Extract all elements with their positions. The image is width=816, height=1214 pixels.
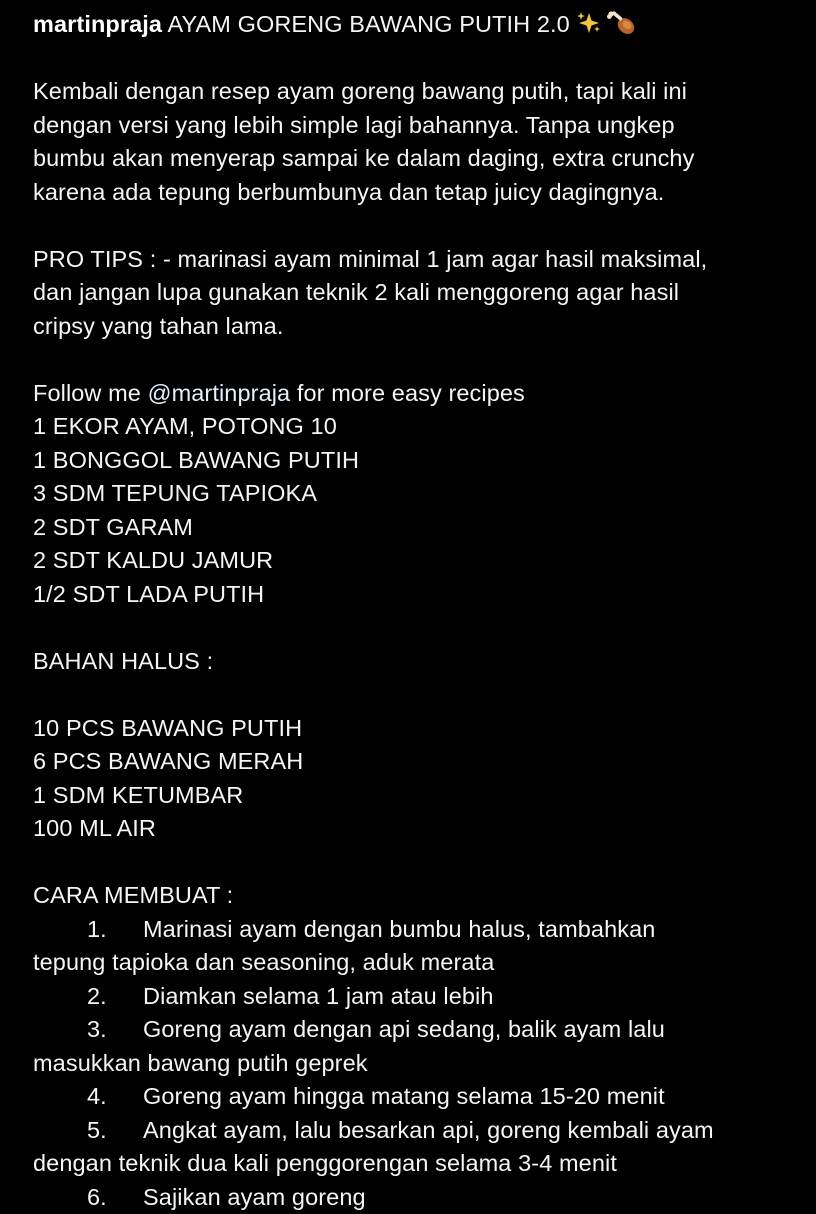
step-text-continued: tepung tapioka dan seasoning, aduk merata	[33, 946, 803, 980]
ingredient-item: 3 SDM TEPUNG TAPIOKA	[33, 477, 803, 511]
bahan-halus-heading: BAHAN HALUS :	[33, 645, 803, 679]
bahan-halus-item: 1 SDM KETUMBAR	[33, 779, 803, 813]
step-text: Angkat ayam, lalu besarkan api, goreng kembali ayam	[143, 1117, 714, 1143]
caption-title-line	[33, 8, 803, 42]
step-text: Marinasi ayam dengan bumbu halus, tambahkan	[143, 916, 655, 942]
sparkles-icon	[576, 11, 602, 35]
step-text: Diamkan selama 1 jam atau lebih	[143, 983, 494, 1009]
follow-suffix: for more easy recipes	[290, 380, 525, 406]
step-text: Goreng ayam hingga matang selama 15-20 menit	[143, 1083, 665, 1109]
mention-link[interactable]: @martinpraja	[148, 380, 291, 406]
intro-line: dengan versi yang lebih simple lagi bahannya. Tanpa ungkep	[33, 109, 803, 143]
pro-tips-line: cripsy yang tahan lama.	[33, 310, 803, 344]
step-item	[33, 980, 803, 1014]
post-title: AYAM GORENG BAWANG PUTIH 2.0	[167, 11, 569, 37]
step-number: 5.	[33, 1114, 143, 1148]
pro-tips-line: PRO TIPS : - marinasi ayam minimal 1 jam agar hasil maksimal,	[33, 243, 803, 277]
step-item	[33, 1181, 803, 1214]
step-item	[33, 1080, 803, 1114]
intro-line: bumbu akan menyerap sampai ke dalam daging, extra crunchy	[33, 142, 803, 176]
intro-line: karena ada tepung berbumbunya dan tetap juicy dagingnya.	[33, 176, 803, 210]
step-item	[33, 913, 803, 947]
step-number: 3.	[33, 1013, 143, 1047]
step-number: 1.	[33, 913, 143, 947]
post-caption	[33, 8, 803, 1214]
pro-tips-line: dan jangan lupa gunakan teknik 2 kali menggoreng agar hasil	[33, 276, 803, 310]
bahan-halus-item: 100 ML AIR	[33, 812, 803, 846]
ingredient-item: 2 SDT KALDU JAMUR	[33, 544, 803, 578]
follow-prefix: Follow me	[33, 380, 148, 406]
ingredient-item: 1/2 SDT LADA PUTIH	[33, 578, 803, 612]
username-link[interactable]: martinpraja	[33, 11, 162, 37]
ingredient-item: 1 EKOR AYAM, POTONG 10	[33, 410, 803, 444]
intro-line: Kembali dengan resep ayam goreng bawang putih, tapi kali ini	[33, 75, 803, 109]
step-item	[33, 1114, 803, 1148]
step-item	[33, 1013, 803, 1047]
bahan-halus-item: 10 PCS BAWANG PUTIH	[33, 712, 803, 746]
bahan-halus-item: 6 PCS BAWANG MERAH	[33, 745, 803, 779]
step-number: 4.	[33, 1080, 143, 1114]
step-text-continued: dengan teknik dua kali penggorengan selama 3-4 menit	[33, 1147, 803, 1181]
poultry-leg-icon	[606, 10, 636, 36]
follow-line	[33, 377, 803, 411]
ingredient-item: 1 BONGGOL BAWANG PUTIH	[33, 444, 803, 478]
step-number: 2.	[33, 980, 143, 1014]
step-number: 6.	[33, 1181, 143, 1214]
ingredient-item: 2 SDT GARAM	[33, 511, 803, 545]
step-text: Sajikan ayam goreng	[143, 1184, 366, 1210]
cara-membuat-heading: CARA MEMBUAT :	[33, 879, 803, 913]
step-text: Goreng ayam dengan api sedang, balik ayam lalu	[143, 1016, 665, 1042]
step-text-continued: masukkan bawang putih geprek	[33, 1047, 803, 1081]
